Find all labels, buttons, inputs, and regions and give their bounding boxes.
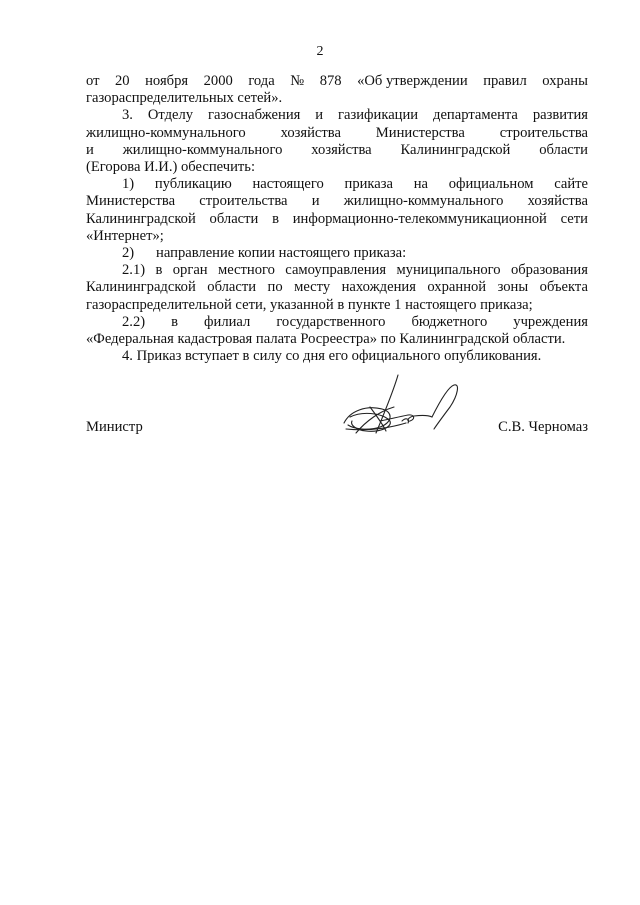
word: бюджетного bbox=[411, 313, 488, 330]
item1-line3 bbox=[86, 211, 588, 228]
document-body bbox=[86, 73, 588, 365]
word: Калининградской bbox=[86, 210, 196, 227]
word: ноября bbox=[145, 73, 189, 89]
text-line: 4. Приказ вступает в силу со дня его официального опубликования. bbox=[122, 348, 542, 365]
word: жилищно-коммунального bbox=[86, 124, 246, 141]
word: орган bbox=[172, 262, 208, 279]
word: в bbox=[272, 210, 279, 227]
word: государственного bbox=[276, 313, 386, 330]
word: в bbox=[171, 313, 179, 330]
para3-line2 bbox=[86, 125, 588, 142]
word: муниципального bbox=[396, 262, 501, 279]
text-line: «Федеральная кадастровая палата Росреестра» по Калининградской области. bbox=[86, 331, 566, 348]
word: «Об утверждении bbox=[357, 73, 468, 89]
item1-line4 bbox=[86, 228, 588, 245]
item1-line1 bbox=[86, 176, 588, 193]
word: и bbox=[86, 141, 94, 158]
word: строительства bbox=[499, 124, 588, 141]
word: сети bbox=[560, 210, 588, 227]
word: жилищно-коммунального bbox=[343, 193, 504, 210]
item21-line3 bbox=[86, 297, 588, 314]
handwritten-signature bbox=[336, 371, 466, 451]
text-line: «Интернет»; bbox=[86, 227, 164, 244]
word: охранной bbox=[427, 279, 487, 296]
word: учреждения bbox=[513, 313, 588, 330]
item22-line1 bbox=[86, 314, 588, 331]
text-line: газораспределительной сети, указанной в пункте 1 настоящего приказа; bbox=[86, 296, 533, 313]
word: Министерства bbox=[375, 124, 465, 141]
para3-line4 bbox=[86, 159, 588, 176]
word: 2000 bbox=[203, 73, 233, 89]
signatory-title: Министр bbox=[86, 419, 143, 435]
word: области bbox=[209, 210, 259, 227]
signatory-name: С.В. Черномаз bbox=[498, 419, 588, 435]
word: Калининградской bbox=[400, 141, 511, 158]
word: по bbox=[267, 279, 283, 296]
word: в bbox=[155, 262, 163, 279]
word: строительства bbox=[199, 193, 288, 210]
word: развития bbox=[532, 107, 588, 124]
word: № bbox=[290, 73, 305, 89]
item21-line2 bbox=[86, 279, 588, 296]
word: и bbox=[311, 193, 320, 210]
word: 2.2) bbox=[122, 313, 146, 330]
word: 3. bbox=[122, 107, 133, 124]
word: области bbox=[539, 141, 588, 158]
signature-block bbox=[86, 419, 588, 449]
word: хозяйства bbox=[527, 193, 588, 210]
page-number: 2 bbox=[316, 44, 324, 59]
item22-line2 bbox=[86, 331, 588, 348]
word: зоны bbox=[497, 279, 529, 296]
word: газификации bbox=[338, 107, 419, 124]
word: информационно-телекоммуникационной bbox=[292, 210, 547, 227]
item21-line1 bbox=[86, 262, 588, 279]
word: 2.1) bbox=[122, 262, 146, 279]
word: 20 bbox=[115, 73, 130, 89]
word: месту bbox=[294, 279, 331, 296]
para3-line3 bbox=[86, 142, 588, 159]
para3-line1 bbox=[86, 107, 588, 124]
word: настоящего bbox=[252, 176, 324, 193]
word: хозяйства bbox=[311, 141, 372, 158]
text-line: газораспределительных сетей». bbox=[86, 90, 283, 107]
para4-line1 bbox=[86, 348, 588, 365]
word: нахождения bbox=[341, 279, 416, 296]
word: правил bbox=[483, 73, 527, 89]
word: Калининградской bbox=[86, 279, 196, 296]
word: местного bbox=[217, 262, 275, 279]
word: 1) bbox=[122, 176, 135, 193]
text-line: (Егорова И.И.) обеспечить: bbox=[86, 159, 256, 176]
item2-line1 bbox=[86, 245, 588, 262]
word: филиал bbox=[204, 313, 251, 330]
word: Отделу bbox=[147, 107, 194, 124]
word: образования bbox=[510, 262, 588, 279]
word: Министерства bbox=[86, 193, 176, 210]
word: хозяйства bbox=[280, 124, 341, 141]
para1-line1 bbox=[86, 73, 588, 90]
word: года bbox=[248, 73, 275, 89]
word: от bbox=[86, 73, 100, 89]
word: жилищно-коммунального bbox=[122, 141, 283, 158]
item1-line2 bbox=[86, 193, 588, 210]
word: области bbox=[207, 279, 257, 296]
word: департамента bbox=[433, 107, 518, 124]
word: охраны bbox=[542, 73, 588, 89]
word: сайте bbox=[554, 176, 588, 193]
word: самоуправления bbox=[285, 262, 387, 279]
word: 878 bbox=[319, 73, 342, 89]
word: публикацию bbox=[154, 176, 232, 193]
word: и bbox=[315, 107, 324, 124]
word: на bbox=[413, 176, 429, 193]
word: приказа bbox=[344, 176, 394, 193]
word: объекта bbox=[539, 279, 588, 296]
para1-line2 bbox=[86, 90, 588, 107]
word: газоснабжения bbox=[208, 107, 301, 124]
word: официальном bbox=[448, 176, 534, 193]
text-line: 2) направление копии настоящего приказа: bbox=[122, 245, 407, 262]
